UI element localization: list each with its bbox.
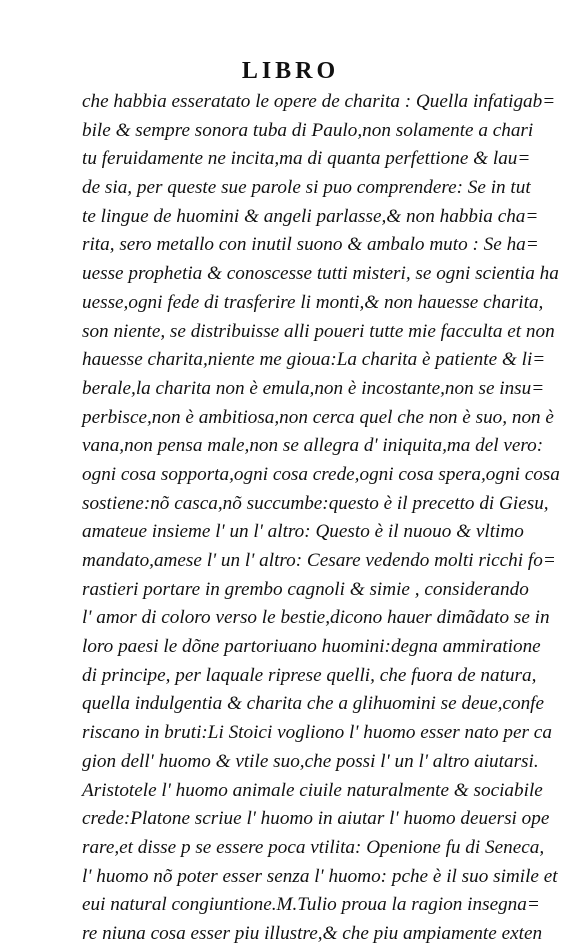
text-line: rita, sero metallo con inutil suono & ambalo muto : Se ha=: [82, 234, 539, 256]
text-line: berale,la charita non è emula,non è incostante,non se insu=: [82, 377, 545, 399]
text-line: uesse prophetia & conoscesse tutti misteri, se ogni scientia ha: [82, 263, 559, 285]
text-line: loro paesi le dõne partoriuano huomini:degna ammiratione: [82, 636, 541, 658]
text-line: Aristotele l' huomo animale ciuile naturalmente & sociabile: [82, 779, 543, 801]
text-line: perbisce,non è ambitiosa,non cerca quel che non è suo, non è: [82, 406, 554, 428]
text-line: bile & sempre sonora tuba di Paulo,non solamente a chari: [82, 119, 534, 141]
text-line: amateue insieme l' un l' altro: Questo è il nuouo & vltimo: [82, 521, 524, 543]
text-line: ogni cosa sopporta,ogni cosa crede,ogni cosa spera,ogni cosa: [82, 463, 560, 485]
text-line: riscano in bruti:Li Stoici vogliono l' huomo esser nato per ca: [82, 722, 552, 744]
text-line: vana,non pensa male,non se allegra d' iniquita,ma del vero:: [82, 435, 544, 457]
text-line: di principe, per laquale riprese quelli, che fuora de natura,: [82, 664, 537, 686]
text-line: crede:Platone scriue l' huomo in aiutar l' huomo deuersi ope: [82, 808, 550, 830]
text-line: mandato,amese l' un l' altro: Cesare vedendo molti ricchi fo=: [82, 550, 556, 571]
text-line: te lingue de huomini & angeli parlasse,& non habbia cha=: [82, 205, 539, 227]
body-text: [82, 88, 560, 949]
text-line: eui natural congiuntione.M.Tulio proua la ragion insegna=: [82, 894, 540, 916]
text-line: sostiene:nõ casca,nõ succumbe:questo è il precetto di Giesu,: [82, 492, 549, 514]
text-line: son niente, se distribuisse alli poueri tutte mie facculta et non: [82, 320, 555, 342]
text-line: rastieri portare in grembo cagnoli & simie , considerando: [82, 578, 529, 600]
text-line: rare,et disse p se essere poca vtilita: Openione fu di Seneca,: [82, 836, 545, 858]
running-head: LIBRO: [241, 58, 340, 84]
text-line: quella indulgentia & charita che a glihuomini se deue,confe: [82, 693, 545, 715]
text-line: re niuna cosa esser piu illustre,& che piu ampiamente exten: [82, 922, 543, 944]
text-line: gion dell' huomo & vtile suo,che possi l' un l' altro aiutarsi.: [82, 750, 539, 772]
text-line: che habbia esseratato le opere de charita : Quella infatigab=: [82, 91, 556, 112]
text-line: uesse,ogni fede di trasferire li monti,& non hauesse charita,: [82, 291, 544, 313]
text-line: de sia, per queste sue parole si puo comprendere: Se in tut: [82, 177, 531, 199]
text-line: l' amor di coloro verso le bestie,dicono hauer dimãdato se in: [82, 607, 550, 629]
text-line: l' huomo nõ poter esser senza l' huomo: pche è il suo simile et: [82, 865, 558, 887]
text-line: tu feruidamente ne incita,ma di quanta perfettione & lau=: [82, 148, 531, 170]
text-line: hauesse charita,niente me gioua:La charita è patiente & li=: [82, 349, 546, 371]
